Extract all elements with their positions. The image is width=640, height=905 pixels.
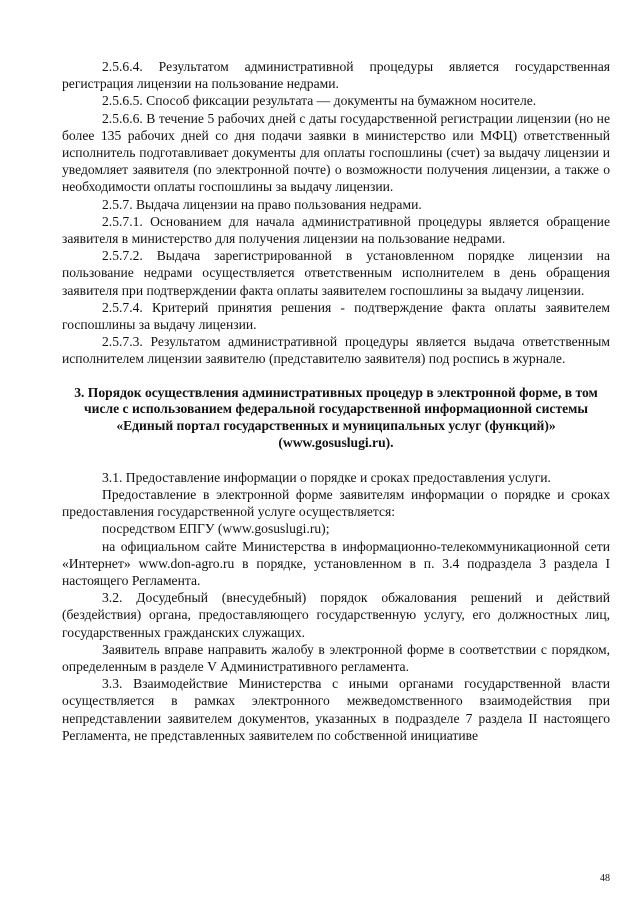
paragraph: 2.5.6.5. Способ фиксации результата — документы на бумажном носителе. bbox=[102, 93, 537, 109]
paragraph: посредством ЕПГУ (www.gosuslugi.ru); bbox=[102, 521, 330, 537]
paragraph: Предоставление в электронной форме заявителям информации о порядке и сроках предоставления государственной услуге осуществляется: bbox=[62, 487, 610, 520]
paragraph: 2.5.7. Выдача лицензии на право пользования недрами. bbox=[102, 196, 422, 212]
paragraph: 3.3. Взаимодействие Министерства с иными органами государственной власти осуществляется в рамках электронного межведомственного взаимодействия при непредставлении заявителем документов, указанных в подразделе 7 раздела II настоящего Регламента, не представленных заявителем по собственной инициативе bbox=[62, 676, 610, 743]
paragraph: на официальном сайте Министерства в информационно-телекоммуникационной сети «Интернет» www.don-agro.ru в порядке, установленном в п. 3.4 подраздела 3 раздела I настоящего Регламента. bbox=[62, 538, 610, 589]
document-page bbox=[62, 58, 610, 744]
paragraph: 2.5.7.4. Критерий принятия решения - подтверждение факта оплаты заявителем госпошлины за выдачу лицензии. bbox=[62, 299, 610, 333]
paragraph: 2.5.6.6. В течение 5 рабочих дней с даты государственной регистрации лицензии (но не более 135 рабочих дней со дня подачи заявки в министерство или МФЦ) ответственный исполнитель подготавливает документы для оплаты госпошлины (счет) за выдачу лицензии и уведомляет заявителя (по электронной почте) о возможности получения лицензии, а также о необходимости оплаты госпошлины за выдачу лицензии. bbox=[62, 110, 610, 195]
paragraph: 3.1. Предоставление информации о порядке и сроках предоставления услуги. bbox=[102, 469, 551, 485]
paragraph: 2.5.7.2. Выдача зарегистрированной в установленном порядке лицензии на пользование недрами осуществляется ответственным исполнителем в день обращения заявителя при подтверждении факта оплаты заявителем госпошлины за выдачу лицензии. bbox=[62, 248, 610, 298]
section-heading: 3. Порядок осуществления административных процедур в электронной форме, в том числе с использованием федеральной государственной информационной системы «Единый портал государственных и муниципальных услуг (функций)» (www.gosuslugi.ru). bbox=[74, 384, 598, 451]
paragraph: 2.5.7.3. Результатом административной процедуры является выдача ответственным исполнителем лицензии заявителю (представителю заявителя) под роспись в журнале. bbox=[62, 334, 610, 367]
page-number: 48 bbox=[600, 873, 610, 884]
paragraph: 2.5.6.4. Результатом административной процедуры является государственная регистрация лицензии на пользование недрами. bbox=[62, 59, 610, 92]
paragraph: 3.2. Досудебный (внесудебный) порядок обжалования решений и действий (бездействия) органа, предоставляющего государственную услугу, его должностных лиц, государственных гражданских служащих. bbox=[62, 590, 610, 640]
paragraph: 2.5.7.1. Основанием для начала административной процедуры является обращение заявителя в министерство для получения лицензии на пользование недрами. bbox=[62, 213, 610, 247]
paragraph: Заявитель вправе направить жалобу в электронной форме в соответствии с порядком, определенным в разделе V Административного регламента. bbox=[62, 641, 610, 675]
